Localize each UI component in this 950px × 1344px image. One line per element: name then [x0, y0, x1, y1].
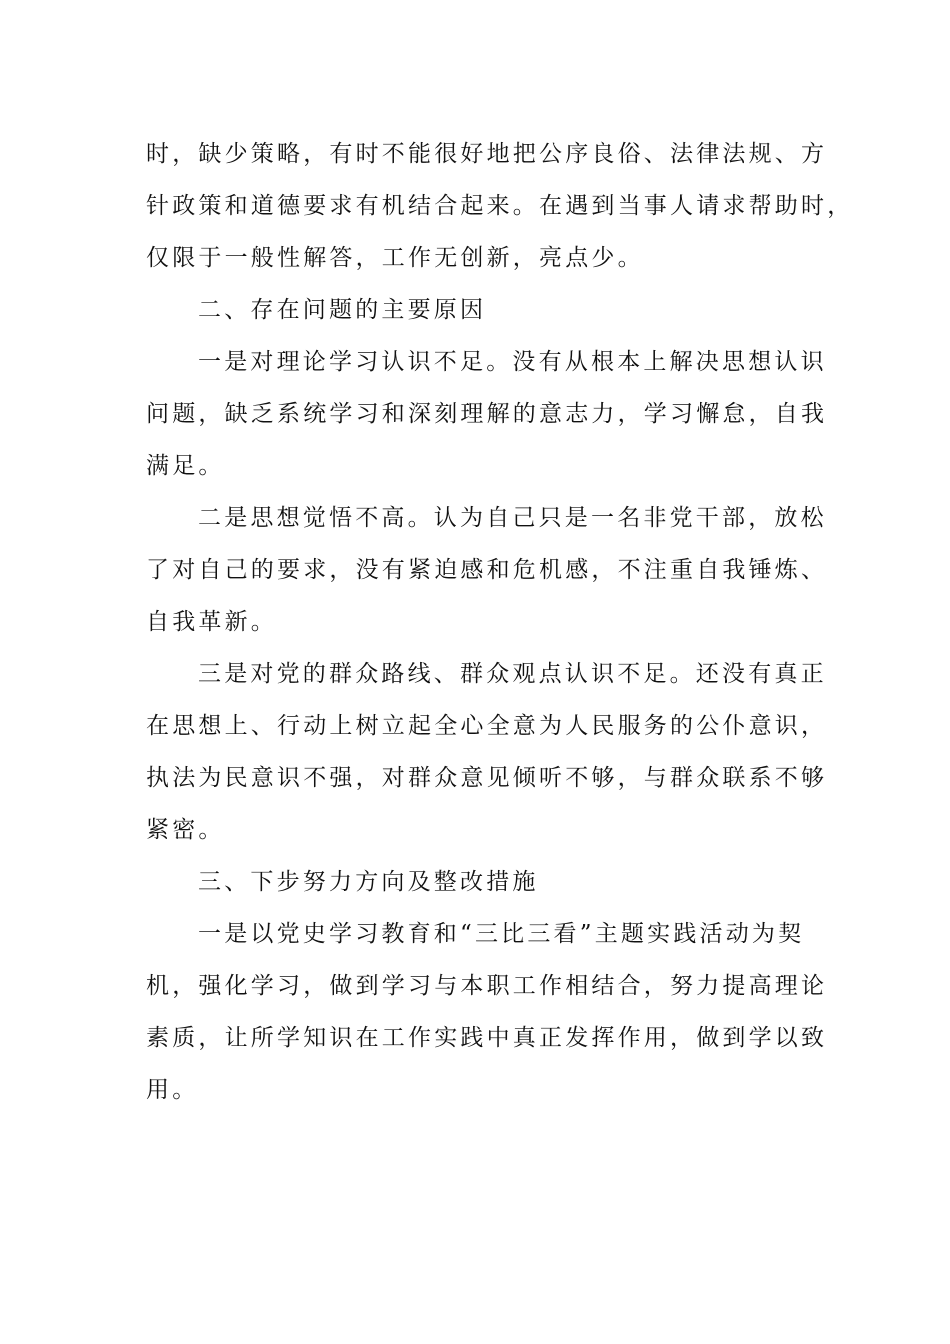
paragraph-line: 素质，让所学知识在工作实践中真正发挥作用，做到学以致: [146, 1025, 828, 1051]
paragraph-line: 二是思想觉悟不高。认为自己只是一名非党干部，放松: [198, 505, 827, 531]
paragraph-line: 三是对党的群众路线、群众观点认识不足。还没有真正: [198, 661, 827, 687]
paragraph-line: 了对自己的要求，没有紧迫感和危机感，不注重自我锤炼、: [146, 557, 828, 583]
section-heading: 二、存在问题的主要原因: [198, 297, 487, 323]
section-heading: 三、下步努力方向及整改措施: [198, 869, 539, 895]
paragraph-line: 一是以党史学习教育和“三比三看”主题实践活动为契: [198, 921, 805, 947]
paragraph-line: 用。: [146, 1077, 199, 1103]
paragraph-line: 紧密。: [146, 817, 225, 843]
paragraph-line: 时，缺少策略，有时不能很好地把公序良俗、法律法规、方: [146, 141, 828, 167]
paragraph-line: 满足。: [146, 453, 225, 479]
paragraph-line: 自我革新。: [146, 609, 277, 635]
paragraph-line: 执法为民意识不强，对群众意见倾听不够，与群众联系不够: [146, 765, 828, 791]
paragraph-line: 问题，缺乏系统学习和深刻理解的意志力，学习懈怠，自我: [146, 401, 828, 427]
paragraph-line: 一是对理论学习认识不足。没有从根本上解决思想认识: [198, 349, 827, 375]
document-body: [146, 128, 854, 1116]
paragraph-line: 在思想上、行动上树立起全心全意为人民服务的公仆意识，: [146, 713, 828, 739]
paragraph-line: 仅限于一般性解答，工作无创新，亮点少。: [146, 245, 644, 271]
paragraph-line: 机，强化学习，做到学习与本职工作相结合，努力提高理论: [146, 973, 828, 999]
paragraph-line: 针政策和道德要求有机结合起来。在遇到当事人请求帮助时，: [146, 193, 854, 219]
